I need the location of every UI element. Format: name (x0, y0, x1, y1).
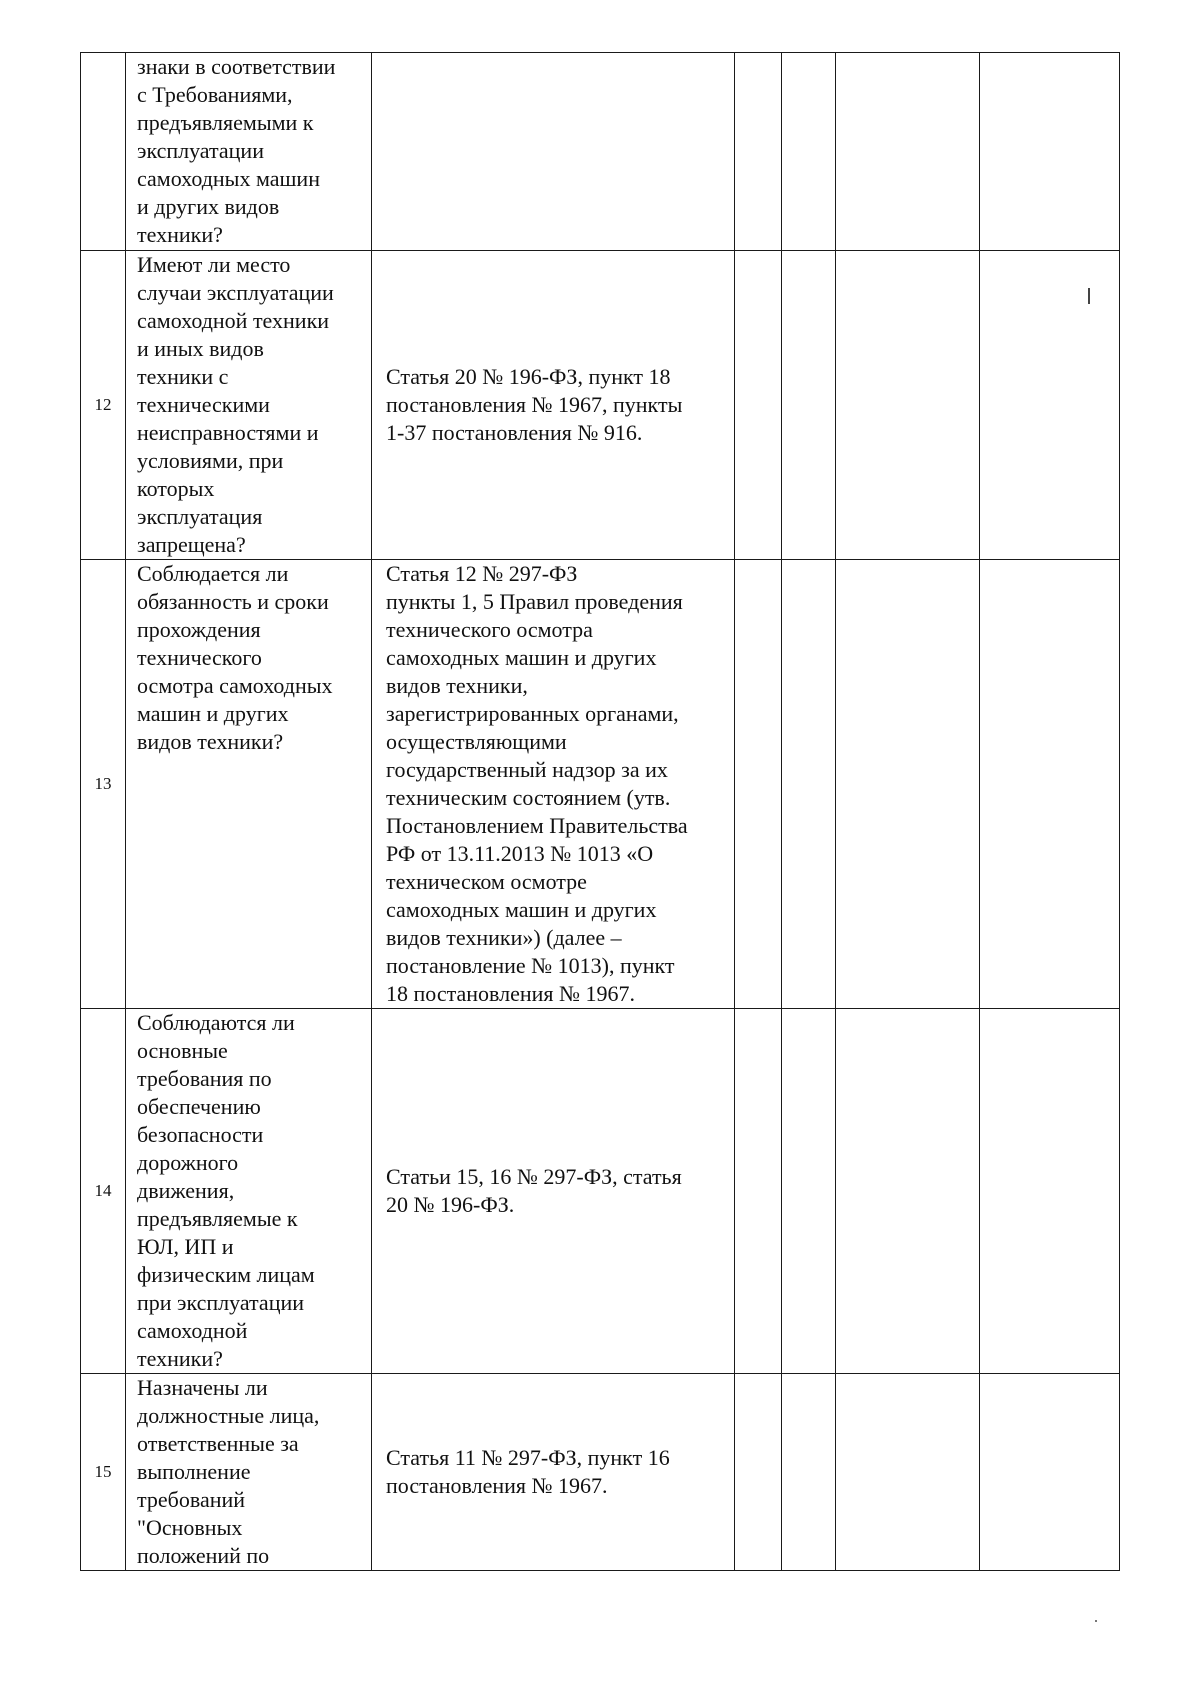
answer-yes-cell (735, 251, 782, 560)
answer-yes-cell (735, 1374, 782, 1571)
not-applicable-cell (836, 1374, 980, 1571)
question-cell (126, 53, 372, 251)
table-row (81, 53, 1120, 251)
reference-cell (372, 560, 735, 1009)
question-cell (126, 1374, 372, 1571)
answer-yes-cell (735, 53, 782, 251)
scan-artifact-mark (1088, 288, 1090, 304)
reference-cell (372, 53, 735, 251)
reference-text: Статья 12 № 297-ФЗ пункты 1, 5 Правил проведения технического осмотра самоходных машин и других видов техники, зарегистрированных органами, осуществляющими государственный надзор за их техническим состоянием (утв. Постановлением Правительства РФ от 13.11.2013 № 1013 «О техническом осмотре самоходных машин и других видов техники») (далее – постановление № 1013), пункт 18 постановления № 1967. (386, 561, 688, 1006)
not-applicable-cell (836, 251, 980, 560)
checklist-table (80, 52, 1120, 1571)
reference-text: Статьи 15, 16 № 297-ФЗ, статья 20 № 196-ФЗ. (386, 1164, 682, 1217)
table-row (81, 560, 1120, 1009)
not-applicable-cell (836, 53, 980, 251)
not-applicable-cell (836, 560, 980, 1009)
answer-yes-cell (735, 1009, 782, 1374)
row-number: 15 (81, 1374, 126, 1571)
question-cell (126, 251, 372, 560)
table-row (81, 1374, 1120, 1571)
reference-cell (372, 1374, 735, 1571)
row-number (81, 53, 126, 251)
row-number: 12 (81, 251, 126, 560)
question-cell (126, 1009, 372, 1374)
comment-cell (980, 560, 1120, 1009)
answer-no-cell (782, 53, 836, 251)
question-text: Имеют ли место случаи эксплуатации самоходной техники и иных видов техники с техническими неисправностями и условиями, при которых эксплуатация запрещена? (137, 252, 334, 557)
answer-yes-cell (735, 560, 782, 1009)
question-text: Назначены ли должностные лица, ответственные за выполнение требований "Основных положений по (137, 1375, 320, 1568)
scan-artifact-dot (1095, 1620, 1097, 1622)
question-text: Соблюдаются ли основные требования по обеспечению безопасности дорожного движения, предъявляемые к ЮЛ, ИП и физическим лицам при эксплуатации самоходной техники? (137, 1010, 315, 1371)
comment-cell (980, 53, 1120, 251)
table-row (81, 1009, 1120, 1374)
reference-text: Статья 11 № 297-ФЗ, пункт 16 постановления № 1967. (386, 1445, 670, 1498)
comment-cell (980, 1009, 1120, 1374)
row-number: 14 (81, 1009, 126, 1374)
reference-cell (372, 1009, 735, 1374)
table-row (81, 251, 1120, 560)
answer-no-cell (782, 1009, 836, 1374)
answer-no-cell (782, 1374, 836, 1571)
not-applicable-cell (836, 1009, 980, 1374)
question-text: Соблюдается ли обязанность и сроки прохождения технического осмотра самоходных машин и других видов техники? (137, 561, 333, 754)
question-text: знаки в соответствии с Требованиями, предъявляемыми к эксплуатации самоходных машин и других видов техники? (137, 54, 336, 247)
answer-no-cell (782, 251, 836, 560)
reference-text: Статья 20 № 196-ФЗ, пункт 18 постановления № 1967, пункты 1-37 постановления № 916. (386, 364, 683, 445)
row-number: 13 (81, 560, 126, 1009)
answer-no-cell (782, 560, 836, 1009)
comment-cell (980, 251, 1120, 560)
comment-cell (980, 1374, 1120, 1571)
question-cell (126, 560, 372, 1009)
reference-cell (372, 251, 735, 560)
